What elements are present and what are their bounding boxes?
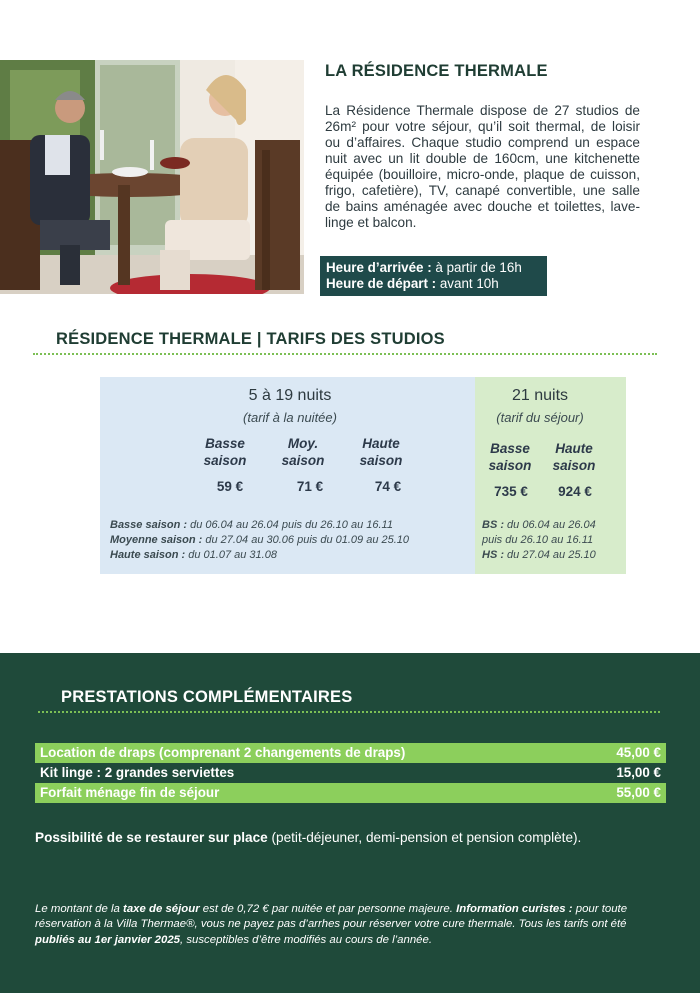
price-short-haute: 74 € <box>374 479 402 494</box>
departure-line <box>326 276 541 292</box>
long-note-bs-text: du 06.04 au 26.04 <box>504 519 596 531</box>
prestation-price: 45,00 € <box>616 745 661 760</box>
short-col-moy <box>268 435 338 469</box>
short-col-basse <box>190 435 260 469</box>
restauration-rest: (petit-déjeuner, demi-pension et pension complète). <box>267 830 582 845</box>
departure-label: Heure de départ : <box>326 276 437 291</box>
short-note-basse-text: du 06.04 au 26.04 puis du 26.10 au 16.11 <box>187 519 393 531</box>
short-col-haute-l2: saison <box>359 453 403 468</box>
price-long-haute: 924 € <box>558 484 592 499</box>
long-note-hs-text: du 27.04 au 25.10 <box>504 549 596 561</box>
footer-bold-1: taxe de séjour <box>123 903 200 915</box>
short-note-basse <box>110 518 472 533</box>
prestation-price: 55,00 € <box>616 785 661 800</box>
long-note-hs-label: HS : <box>482 549 504 561</box>
short-stay-sub: (tarif à la nuitée) <box>243 410 337 425</box>
intro-body: La Résidence Thermale dispose de 27 studios de 26m² pour votre séjour, qu’il soit thermal, de loisir ou d’affaires. Chaque studio comprend un espace nuit avec un lit double de 160cm, une kitchenette équipée (bouilloire, micro-onde, plaque de cuisson, frigo, cafetière), TV, canapé convertible, une salle de bains aménagée avec douche et toilettes, lave-linge et balcon. <box>325 103 640 230</box>
short-note-basse-label: Basse saison : <box>110 519 188 531</box>
long-note-bs-label: BS : <box>482 519 504 531</box>
short-col-haute <box>346 435 416 469</box>
short-note-haute-text: du 01.07 au 31.08 <box>185 549 277 561</box>
prestations-divider <box>38 711 660 713</box>
short-note-haute-label: Haute saison : <box>110 549 186 561</box>
footer-text-2: est de 0,72 € par nuitée et par personne majeure. <box>199 903 457 915</box>
long-stay-heading: 21 nuits <box>511 387 569 404</box>
prestation-label: Kit linge : 2 grandes serviettes <box>40 765 235 780</box>
price-short-basse: 59 € <box>216 479 244 494</box>
long-season-notes <box>482 518 622 563</box>
short-note-moy-label: Moyenne saison : <box>110 534 203 546</box>
short-col-basse-l2: saison <box>203 453 247 468</box>
restauration-bold: Possibilité de se restaurer sur place <box>35 830 268 845</box>
footer-bold-3: publiés au 1er janvier 2025 <box>35 933 180 946</box>
short-col-moy-l1: Moy. <box>287 436 319 451</box>
price-long-basse: 735 € <box>494 484 528 499</box>
long-col-haute-l1: Haute <box>555 441 593 456</box>
long-col-basse-l1: Basse <box>490 441 530 456</box>
intro-section <box>325 60 640 231</box>
hours-box <box>320 256 547 296</box>
arrival-value: à partir de 16h <box>431 260 522 275</box>
footer-bold-2: Information curistes : <box>456 903 573 915</box>
intro-title: LA RÉSIDENCE THERMALE <box>325 62 548 80</box>
long-col-haute <box>542 440 606 474</box>
short-stay-heading: 5 à 19 nuits <box>248 387 332 404</box>
tarif-table <box>100 377 626 574</box>
short-note-haute <box>110 548 472 563</box>
short-note-moy-text: du 27.04 au 30.06 puis du 01.09 au 25.10 <box>202 534 410 546</box>
short-col-moy-l2: saison <box>281 453 325 468</box>
price-short-moy: 71 € <box>296 479 324 494</box>
departure-value: avant 10h <box>436 276 499 291</box>
couple-dining-photo <box>0 60 304 294</box>
long-col-basse-l2: saison <box>488 458 532 473</box>
short-season-notes <box>110 518 472 563</box>
footer-note <box>35 902 669 948</box>
footer-text-1: Le montant de la <box>35 903 124 915</box>
long-note-bs <box>482 518 622 533</box>
footer-text-4: , susceptibles d’être modifiés au cours de l’année. <box>180 933 433 946</box>
prestations-title: PRESTATIONS COMPLÉMENTAIRES <box>61 688 353 706</box>
restauration-note <box>35 830 581 845</box>
long-stay-sub: (tarif du séjour) <box>496 410 584 425</box>
short-col-haute-l1: Haute <box>362 436 400 451</box>
prestation-row <box>35 763 666 783</box>
long-note-hs <box>482 548 622 563</box>
arrival-line <box>326 260 541 276</box>
long-note-bs-cont-text: puis du 26.10 au 16.11 <box>482 534 594 546</box>
arrival-label: Heure d’arrivée : <box>326 260 432 275</box>
tarifs-title: RÉSIDENCE THERMALE | TARIFS DES STUDIOS <box>56 330 445 348</box>
prestation-price: 15,00 € <box>616 765 661 780</box>
long-note-bs-cont <box>482 533 622 548</box>
short-note-moy <box>110 533 472 548</box>
tarifs-divider <box>33 353 657 355</box>
prestation-label: Location de draps (comprenant 2 changements de draps) <box>40 745 406 760</box>
prestation-row <box>35 783 666 803</box>
prestation-row <box>35 743 666 763</box>
long-col-basse <box>478 440 542 474</box>
footer-text-3: pour toute réservation à la Villa Thermae®, vous ne payez pas d’arrhes pour réserver votre cure thermale. Tous les tarifs ont été <box>35 903 628 931</box>
long-col-haute-l2: saison <box>552 458 596 473</box>
short-col-basse-l1: Basse <box>205 436 245 451</box>
prestation-label: Forfait ménage fin de séjour <box>40 785 220 800</box>
